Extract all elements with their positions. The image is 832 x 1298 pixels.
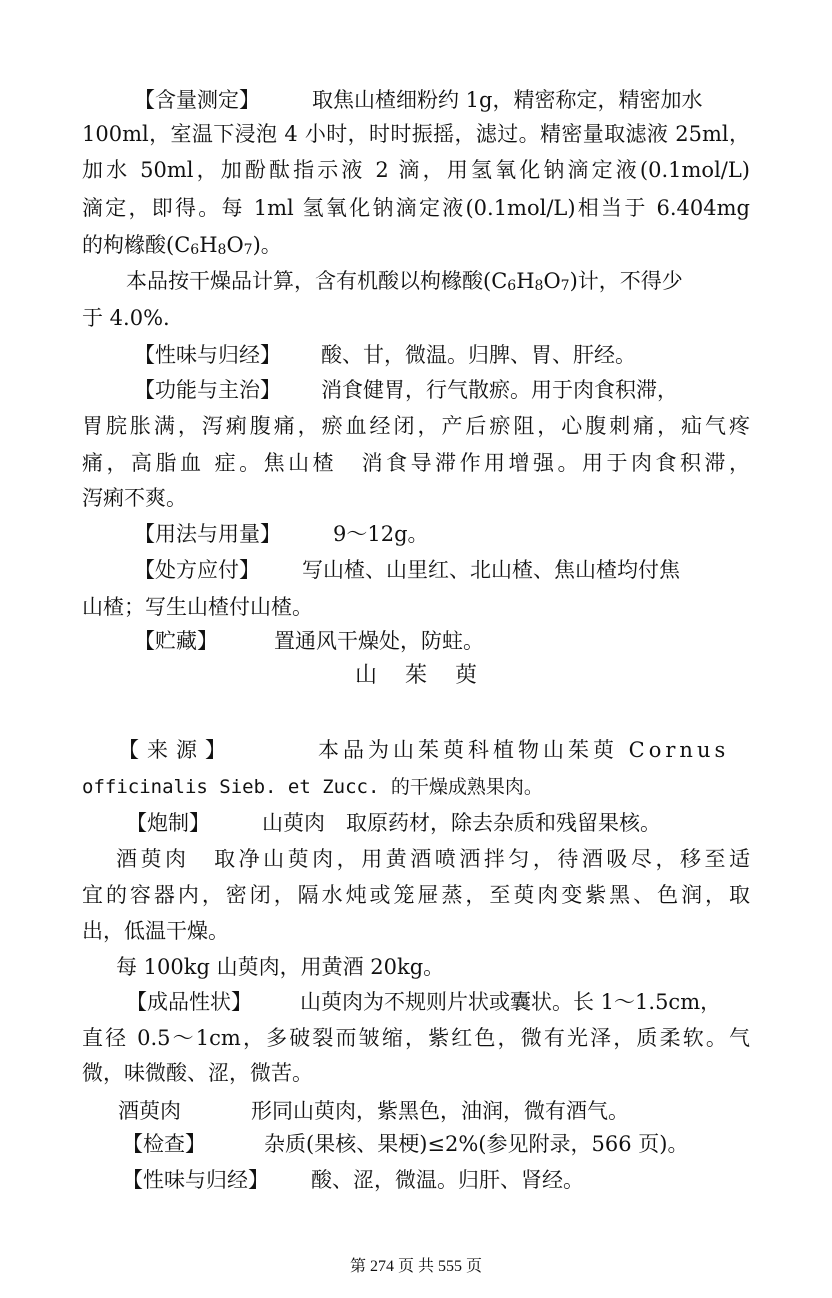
check-label: 【检查】 [122,1132,206,1156]
wine-process-line-2: 宜的容器内，密闭，隔水炖或笼屉蒸，至萸肉变紫黑、色润，取 [82,883,750,907]
function-label: 【功能与主治】 [134,378,281,402]
function-line-2: 胃脘胀满，泻痢腹痛，瘀血经闭，产后瘀阻，心腹刺痛，疝气疼 [82,414,750,438]
wine-process-line-3: 出，低温干燥。 [82,919,229,943]
assay-line-2: 100ml，室温下浸泡 4 小时，时时振摇，滤过。精密量取滤液 25ml， [82,122,750,146]
formula-sub-1: 6 [190,242,200,258]
standard-sub-3: 7 [560,278,570,294]
storage-line [82,624,750,658]
prescription-line-1 [82,553,750,587]
prescription-label: 【处方应付】 [134,558,260,582]
source-line-2: officinalis Sieb. et Zucc. 的干燥成熟果肉。 [82,776,543,798]
function-line-3: 痛，高脂血 症。焦山楂 消食导滞作用增强。用于肉食积滞， [82,451,750,475]
assay-line-1 [82,83,750,117]
formula-d: )。 [252,233,282,257]
wine-desc-line [82,1094,750,1128]
wine-desc-text: 形同山萸肉，紫黑色，油润，微有酒气。 [251,1099,629,1123]
function-text-1: 消食健胃，行气散瘀。用于肉食积滞， [321,378,678,402]
formula-b: H [199,233,218,257]
nature-label: 【性味与归经】 [134,343,281,367]
ratio-line: 每 100kg 山萸肉，用黄酒 20kg。 [116,955,445,979]
usage-label: 【用法与用量】 [134,522,281,546]
source-label: 【来源】 [118,738,234,762]
assay-line-3: 加水 50ml，加酚酞指示液 2 滴，用氢氧化钠滴定液(0.1mol/L) [82,158,750,182]
section-title: 山茱萸 [354,663,505,688]
standard-b: H [516,269,535,293]
function-line-4: 泻痢不爽。 [82,486,187,510]
product-label: 【成品性状】 [126,990,252,1014]
standard-sub-2: 8 [534,278,544,294]
page-footer: 第 274 页 共 555 页 [349,1258,482,1275]
nature2-line [82,1163,750,1197]
assay-text-1: 取焦山楂细粉约 1g，精密称定，精密加水 [312,88,703,112]
formula-c: O [226,233,244,257]
formula-a: 的枸橼酸(C [82,233,191,257]
assay-line-5 [82,228,750,262]
usage-line [82,517,750,551]
standard-line-1 [82,264,750,298]
standard-sub-1: 6 [507,278,517,294]
nature2-label: 【性味与归经】 [122,1168,269,1192]
storage-text: 置通风干燥处，防蛀。 [274,629,484,653]
product-line-1 [82,985,750,1019]
wine-desc-label: 酒萸肉 [118,1099,181,1123]
standard-c: O [543,269,561,293]
standard-a: 本品按干燥品计算，含有机酸以枸橼酸(C [126,269,508,293]
check-line [82,1127,750,1161]
storage-label: 【贮藏】 [134,629,218,653]
source-text-1: 本品为山茱萸科植物山茱萸 Cornus [318,738,730,762]
assay-label: 【含量测定】 [134,88,260,112]
prescription-line-2: 山楂；写生山楂付山楂。 [82,595,313,619]
standard-d: )计，不得少 [569,269,683,293]
formula-sub-3: 7 [243,242,253,258]
product-line-2: 直径 0.5～1cm，多破裂而皱缩，紫红色，微有光泽，质柔软。气 [82,1026,750,1050]
usage-text: 9～12g。 [333,522,429,546]
processing-line [82,806,750,840]
standard-line-2: 于 4.0%. [82,306,170,330]
wine-process-line-1: 酒萸肉 取净山萸肉，用黄酒喷洒拌匀，待酒吸尽，移至适 [116,847,750,871]
function-line-1 [82,373,750,407]
nature-line [82,338,750,372]
product-line-3: 微，味微酸、涩，微苦。 [82,1061,313,1085]
source-line-1 [82,733,750,767]
nature-text: 酸、甘，微温。归脾、胃、肝经。 [321,343,636,367]
check-text: 杂质(果核、果梗)≤2%(参见附录，566 页)。 [264,1132,689,1156]
product-text-1: 山萸肉为不规则片状或囊状。长 1～1.5cm， [300,990,722,1014]
processing-label: 【炮制】 [126,811,210,835]
processing-text: 山萸肉 取原药材，除去杂质和残留果核。 [262,811,661,835]
formula-sub-2: 8 [217,242,227,258]
prescription-text-1: 写山楂、山里红、北山楂、焦山楂均付焦 [302,558,680,582]
assay-line-4: 滴定，即得。每 1ml 氢氧化钠滴定液(0.1mol/L)相当于 6.404mg [82,196,750,220]
nature2-text: 酸、涩，微温。归肝、肾经。 [311,1168,584,1192]
